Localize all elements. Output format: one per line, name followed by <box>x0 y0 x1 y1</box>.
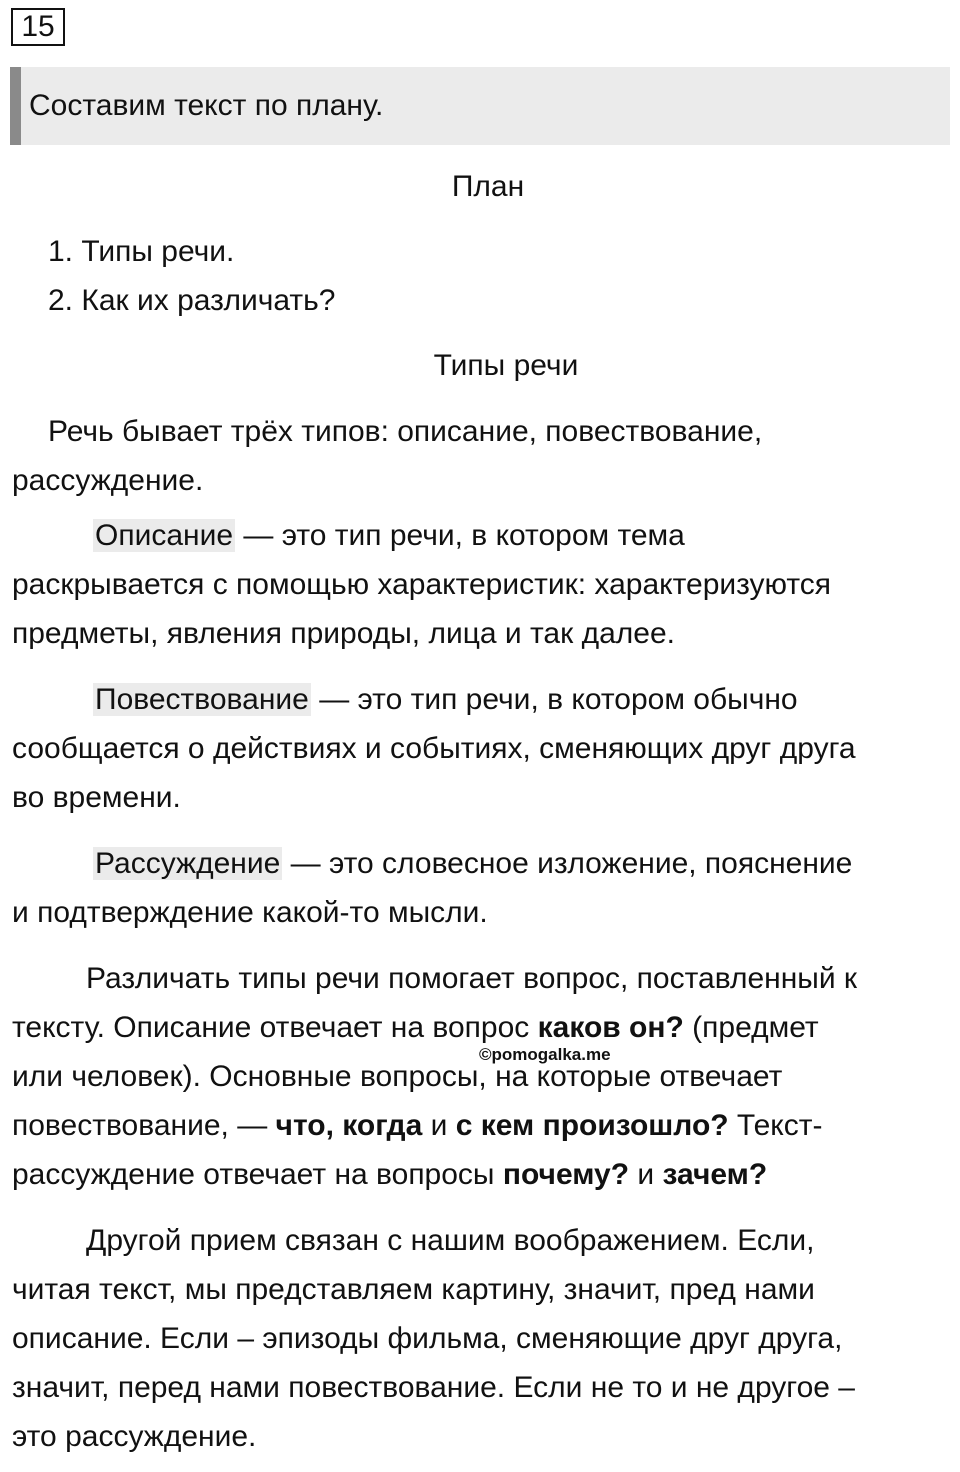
def-description-line3: предметы, явления природы, лица и так далее. <box>12 617 675 650</box>
questions-line4: повествование, — что, когда и с кем произошло? Текст- <box>12 1109 823 1142</box>
term-reasoning: Рассуждение <box>95 847 281 880</box>
para1-line2: рассуждение. <box>12 464 204 497</box>
plan-item-2: 2. Как их различать? <box>48 284 336 317</box>
questions-line1: Различать типы речи помогает вопрос, поставленный к <box>86 962 858 995</box>
last-para-line5: это рассуждение. <box>12 1420 257 1453</box>
def-narration-line3: во времени. <box>12 781 181 814</box>
plan-title: План <box>451 170 525 203</box>
term-description: Описание <box>95 519 234 552</box>
def-narration-line1: Повествование — это тип речи, в котором обычно <box>95 683 798 716</box>
section-title: Типы речи <box>433 349 579 382</box>
def-reasoning-line1: Рассуждение — это словесное изложение, пояснение <box>95 847 853 880</box>
watermark: ©pomogalka.me <box>479 1045 611 1064</box>
last-para-line2: читая текст, мы представляем картину, значит, пред нами <box>12 1273 815 1306</box>
questions-line2: тексту. Описание отвечает на вопрос каков он? (предмет <box>12 1011 819 1044</box>
last-para-line3: описание. Если – эпизоды фильма, сменяющие друг друга, <box>12 1322 843 1355</box>
last-para-line1: Другой прием связан с нашим воображением. Если, <box>86 1224 815 1257</box>
def-description-line2: раскрывается с помощью характеристик: характеризуются <box>12 568 832 601</box>
term-narration: Повествование <box>95 683 309 716</box>
def-description-line1: Описание — это тип речи, в котором тема <box>95 519 685 552</box>
last-para-line4: значит, перед нами повествование. Если не то и не другое – <box>12 1371 855 1404</box>
task-banner: Составим текст по плану. <box>10 67 950 145</box>
plan-item-1: 1. Типы речи. <box>48 235 235 268</box>
def-reasoning-line2: и подтверждение какой-то мысли. <box>12 896 488 929</box>
def-narration-line2: сообщается о действиях и событиях, сменяющих друг друга <box>12 732 856 765</box>
para1-line1: Речь бывает трёх типов: описание, повествование, <box>48 415 763 448</box>
questions-line5: рассуждение отвечает на вопросы почему? и зачем? <box>12 1158 768 1191</box>
questions-line3: или человек). Основные вопросы, на которые отвечает <box>12 1060 783 1093</box>
task-number: 15 <box>11 8 65 46</box>
